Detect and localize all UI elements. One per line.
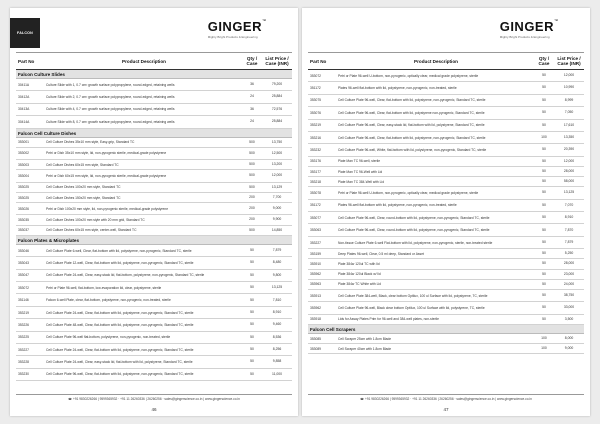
- price-cell: 7,879: [272, 247, 282, 252]
- description-cell: Petri or Plate 96-well, flat-bottom, low-evaporation lid, clear, polystyrene, sterile: [46, 285, 162, 290]
- section-heading: Falcon Plates & Microplates: [16, 236, 292, 245]
- price-cell: 8,910: [272, 309, 282, 314]
- qty-cell: 50: [542, 158, 546, 163]
- table-row: [16, 356, 292, 368]
- section-heading: Falcon Cell Culture Dishes: [16, 129, 292, 138]
- table-row: [308, 224, 584, 236]
- table-row: [308, 107, 584, 119]
- table-row: [308, 187, 584, 199]
- col-description: Product Description: [122, 58, 166, 64]
- qty-cell: 500: [249, 184, 255, 189]
- part-no-cell: 353227: [310, 240, 322, 245]
- table-row: [16, 138, 292, 148]
- description-cell: Deep Plates 96-well, Clear, 0.5 ml deep, Standard or Asset: [338, 251, 424, 256]
- price-cell: 9,900: [272, 217, 282, 222]
- qty-cell: 200: [249, 206, 255, 211]
- part-no-cell: 30413A: [18, 107, 30, 112]
- description-cell: Plate 384w 120ul Black w/ lid: [338, 272, 381, 277]
- table-row: [308, 70, 584, 82]
- table-row: [16, 257, 292, 269]
- price-cell: 13,125: [563, 190, 575, 195]
- col-description: Product Description: [414, 58, 458, 64]
- table-row: [308, 259, 584, 269]
- qty-cell: 500: [249, 139, 255, 144]
- qty-cell: 36: [250, 82, 254, 87]
- qty-cell: 50: [250, 334, 254, 339]
- table-row: [308, 95, 584, 107]
- price-cell: 8,536: [272, 334, 282, 339]
- qty-cell: 100: [541, 335, 547, 340]
- table-row: [16, 215, 292, 225]
- col-part-no: Part No: [310, 58, 327, 64]
- section-heading: Falcon Culture Slides: [16, 70, 292, 79]
- qty-cell: 50: [542, 110, 546, 115]
- part-no-cell: 353002: [18, 151, 30, 156]
- qty-cell: 500: [249, 150, 255, 155]
- qty-cell: 50: [542, 190, 546, 195]
- ginger-logo: [208, 18, 266, 39]
- table-row: [308, 120, 584, 132]
- part-no-cell: 353226: [18, 322, 30, 327]
- logo-tm: ™: [554, 18, 558, 23]
- description-cell: Cell Culture Plate 96-well, Clear, flat-bottom with lid, polystyrene, non-pyrogenic, Standard TC, sterile: [338, 98, 486, 103]
- table-row: [16, 183, 292, 193]
- part-no-cell: 353230: [18, 372, 30, 377]
- price-cell: 7,070: [564, 202, 574, 207]
- part-no-cell: 353026: [18, 206, 30, 211]
- qty-cell: 50: [542, 179, 546, 184]
- price-cell: 25,884: [271, 119, 283, 124]
- price-cell: 79,200: [271, 82, 283, 87]
- price-cell: 7,050: [564, 110, 574, 115]
- description-cell: Plate 384w 120ul TC with lid: [338, 262, 380, 267]
- price-cell: 13,125: [271, 285, 283, 290]
- table-body: [308, 70, 584, 354]
- price-cell: 12,000: [271, 173, 283, 178]
- part-no-cell: 353043: [18, 260, 30, 265]
- price-cell: 20,390: [563, 147, 575, 152]
- logo-word: GINGER: [207, 19, 262, 34]
- description-cell: Cell Culture Plate 96-well, Clear, flat-bottom with lid, polystyrene non-pyrogenic, Standard TC, sterile: [338, 110, 485, 115]
- qty-cell: 50: [250, 285, 254, 290]
- table-row: [308, 334, 584, 344]
- logo-tagline: Mighty Bright Products & Engineering: [499, 35, 550, 39]
- qty-cell: 50: [250, 297, 254, 302]
- ginger-logo: [500, 18, 558, 39]
- part-no-cell: 351146: [18, 298, 29, 303]
- part-no-cell: 353063: [310, 228, 322, 233]
- part-no-cell: 353232: [310, 148, 322, 153]
- part-no-cell: 353025: [18, 185, 30, 190]
- part-no-cell: 30411A: [18, 82, 30, 87]
- part-no-cell: 353910: [310, 262, 322, 267]
- description-cell: Petri or Dish 100x20 mm style, lid, non-pyrogenic sterile, medical-grade polystyrene: [46, 206, 169, 211]
- table-body: [16, 70, 292, 381]
- table-row: [308, 237, 584, 249]
- part-no-cell: 353077: [310, 215, 322, 220]
- description-cell: Cell Culture Dishes 60x15 mm style, center-well, Standard TC: [46, 228, 137, 233]
- table-row: [16, 193, 292, 203]
- price-cell: 7,879: [564, 239, 574, 244]
- table-row: [308, 302, 584, 314]
- qty-cell: 200: [249, 194, 255, 199]
- description-cell: Cell Culture Dishes 100x20 mm style, Standard TC: [46, 185, 121, 190]
- table-row: [308, 177, 584, 187]
- price-cell: 9,858: [272, 359, 282, 364]
- price-cell: 9,000: [564, 346, 574, 351]
- table-row: [308, 315, 584, 325]
- part-no-cell: 353159: [310, 251, 322, 256]
- catalog-page-left: [10, 8, 298, 416]
- qty-cell: 50: [542, 85, 546, 90]
- qty-cell: 50: [542, 73, 546, 78]
- description-cell: Cell Culture Dishes 60x15 mm style, Standard TC: [46, 162, 119, 167]
- price-cell: 8,910: [564, 215, 574, 220]
- description-cell: Cell Culture Plate 96-well, Clear, flat-bottom with lid, polystyrene, non-pyrogenic, Standard TC, sterile: [46, 372, 194, 377]
- description-cell: Cell Culture Plate 96-well, Clear, easy-stack lid, flat-bottom with lid, polystyrene, Standard TC, sterile: [338, 123, 485, 128]
- price-table-left: [16, 52, 292, 381]
- price-cell: 8,999: [564, 97, 574, 102]
- description-cell: Plate Man TC 96-Well with Lid: [338, 169, 383, 174]
- table-row: [16, 91, 292, 103]
- qty-cell: 50: [542, 97, 546, 102]
- part-no-cell: 353085: [310, 336, 322, 341]
- price-cell: 12,000: [563, 158, 575, 163]
- description-cell: Plate Man TC 96-well, sterile: [338, 159, 381, 164]
- price-cell: 11,000: [271, 371, 283, 376]
- price-cell: 33,000: [563, 305, 575, 310]
- part-no-cell: 353962: [310, 306, 322, 311]
- table-row: [16, 104, 292, 116]
- description-cell: Cell Scraper 40cm with 1.8cm Blade: [338, 346, 392, 351]
- qty-cell: 50: [250, 347, 254, 352]
- description-cell: Cell Culture Dishes 35x10 mm style, Easy-grip, Standard TC: [46, 140, 135, 145]
- description-cell: Plate Man TC 384-Well with Lid: [338, 179, 385, 184]
- part-no-cell: 353225: [18, 335, 30, 340]
- description-cell: Culture Slide with 1, 0.7 cm² growth surface polypropylene, round-edged, retaining wells: [46, 82, 175, 87]
- qty-cell: 50: [542, 147, 546, 152]
- brand-tab: FALCON: [10, 18, 40, 48]
- part-no-cell: 353227: [18, 347, 30, 352]
- description-cell: Cell Culture Plate 96-well, Clear, round-bottom with lid, polystyrene, non-pyrogenic, Standard TC, sterile: [338, 215, 490, 220]
- col-price: List Price / Case (INR): [557, 55, 581, 66]
- table-row: [16, 282, 292, 294]
- description-cell: Cell Culture Plate 24-well, Clear, easy-stack lid, flat-bottom, polystyrene, non-pyrogenic, Standard TC, sterile: [46, 273, 205, 278]
- qty-cell: 200: [249, 217, 255, 222]
- table-row: [308, 290, 584, 302]
- description-cell: Cell Scraper 25cm with 1.8cm Blade: [338, 336, 392, 341]
- part-no-cell: 353962: [310, 272, 322, 277]
- price-cell: 13,200: [271, 162, 283, 167]
- price-cell: 38,750: [563, 293, 575, 298]
- price-cell: 72,576: [271, 106, 283, 111]
- description-cell: Plate 384w TC White with Lid: [338, 282, 382, 287]
- part-no-cell: 353025: [18, 195, 30, 200]
- part-no-cell: 353075: [310, 98, 322, 103]
- description-cell: Petri or Dish 60x15 mm style, lid, non-pyrogenic sterile, medical-grade polystyrene: [46, 174, 167, 179]
- qty-cell: 50: [250, 272, 254, 277]
- price-cell: 3,500: [564, 316, 574, 321]
- part-no-cell: 353089: [310, 346, 322, 351]
- description-cell: Plates 96-well flat-bottom with lid, polystyrene, non-pyrogenic, non-treated, sterile: [338, 86, 457, 91]
- table-row: [308, 344, 584, 354]
- part-no-cell: 351172: [310, 203, 321, 208]
- price-table-right: [308, 52, 584, 354]
- qty-cell: 50: [250, 309, 254, 314]
- price-cell: 8,000: [564, 335, 574, 340]
- qty-cell: 50: [542, 281, 546, 286]
- price-cell: 23,000: [563, 271, 575, 276]
- part-no-cell: 353177: [310, 169, 322, 174]
- qty-cell: 50: [250, 322, 254, 327]
- qty-cell: 50: [542, 261, 546, 266]
- qty-cell: 50: [542, 293, 546, 298]
- qty-cell: 24: [250, 119, 254, 124]
- table-row: [308, 82, 584, 94]
- description-cell: Cell Culture Plate 24-well, Clear, easy-stack lid, flat-bottom with lid, polystyrene, Standard TC, sterile: [46, 360, 193, 365]
- price-cell: 14,850: [271, 227, 283, 232]
- part-no-cell: 353076: [310, 110, 322, 115]
- part-no-cell: 353001: [18, 140, 30, 145]
- qty-cell: 50: [250, 247, 254, 252]
- table-row: [308, 167, 584, 177]
- table-row: [16, 270, 292, 282]
- table-row: [16, 369, 292, 381]
- part-no-cell: 353219: [18, 310, 30, 315]
- qty-cell: 100: [541, 346, 547, 351]
- page-footer: ☎ +91 9830226266 | 9599365932 · +91 11 26260336 | 26260256 · sales@gingerscience.co.in | www.gingerscience.co.in: [308, 394, 584, 402]
- description-cell: Cell Culture Plate 12-well, Clear, flat-bottom with lid, polystyrene, non-pyrogenic, Standard TC, sterile: [46, 260, 194, 265]
- table-row: [308, 144, 584, 156]
- part-no-cell: 353963: [310, 282, 322, 287]
- page-number: 46: [151, 407, 157, 412]
- table-row: [16, 226, 292, 236]
- qty-cell: 500: [249, 227, 255, 232]
- part-no-cell: 353072: [310, 73, 322, 78]
- col-price: List Price / Case (INR): [265, 55, 289, 66]
- description-cell: Falcon 6-well Plate, clear, flat-bottom, polystyrene, non-pyrogenic, non-treated, sterile: [46, 298, 171, 303]
- table-row: [308, 132, 584, 144]
- part-no-cell: 353003: [18, 162, 30, 167]
- part-no-cell: 353219: [310, 123, 322, 128]
- description-cell: Culture Slide with 8, 0.7 cm² growth surface polypropylene, round-edged, retaining wells: [46, 119, 175, 124]
- logo-tagline: Mighty Bright Products & Engineering: [207, 35, 258, 39]
- price-cell: 9,000: [272, 206, 282, 211]
- qty-cell: 50: [250, 371, 254, 376]
- table-row: [308, 270, 584, 280]
- catalog-page-right: [302, 8, 590, 416]
- price-cell: 9,800: [272, 272, 282, 277]
- description-cell: Culture Slide with 4, 0.7 cm² growth surface polypropylene, round-edged, retaining wells: [46, 107, 175, 112]
- part-no-cell: 353913: [310, 293, 322, 298]
- price-cell: 10,990: [563, 85, 575, 90]
- page-footer: ☎ +91 9830226266 | 9599365932 · +91 11 26260336 | 26260256 · sales@gingerscience.co.in | www.gingerscience.co.in: [16, 394, 292, 402]
- price-cell: 8,256: [272, 347, 282, 352]
- description-cell: Plates 96-well flat-bottom with lid, polystyrene, non-pyrogenic, non-treated, sterile: [338, 203, 457, 208]
- price-cell: 13,750: [271, 139, 283, 144]
- table-row: [16, 160, 292, 170]
- col-qty: Qty / Case: [246, 55, 258, 66]
- logo-word: GINGER: [499, 19, 554, 34]
- section-heading: Falcon Cell Scrapers: [308, 325, 584, 334]
- qty-cell: 500: [249, 173, 255, 178]
- description-cell: Cell Culture Plate 24-well, Clear, flat-bottom with lid, polystyrene, non-pyrogenic, Standard TC, sterile: [46, 347, 194, 352]
- qty-cell: 100: [541, 135, 547, 140]
- price-cell: 28,000: [563, 261, 575, 266]
- price-cell: 7,810: [272, 297, 282, 302]
- qty-cell: 36: [250, 106, 254, 111]
- qty-cell: 500: [249, 162, 255, 167]
- qty-cell: 50: [542, 227, 546, 232]
- part-no-cell: 353918: [310, 317, 322, 322]
- table-row: [16, 79, 292, 91]
- price-cell: 13,350: [563, 135, 575, 140]
- table-row: [16, 148, 292, 160]
- price-cell: 9,460: [272, 322, 282, 327]
- table-header: [16, 53, 292, 70]
- description-cell: Petri or Plate 96-well U-bottom, non-pyrogenic, optically clear, medical grade polystyrene, sterile: [338, 190, 479, 195]
- table-row: [308, 280, 584, 290]
- qty-cell: 50: [250, 260, 254, 265]
- table-header: [308, 53, 584, 70]
- description-cell: Cell Culture Plate 96-well, Clear, flat-bottom with lid, polystyrene, non-pyrogenic, Standard TC, sterile: [338, 135, 486, 140]
- qty-cell: 50: [542, 202, 546, 207]
- part-no-cell: 353078: [310, 190, 322, 195]
- description-cell: Petri or Plate 96-well U-bottom, non-pyrogenic, optically clear, medical grade polystyrene, sterile: [338, 73, 479, 78]
- description-cell: Cell Culture Dishes 150x20 mm style, Standard TC: [46, 195, 121, 200]
- part-no-cell: 353228: [18, 360, 30, 365]
- part-no-cell: 353004: [18, 174, 30, 179]
- qty-cell: 50: [250, 359, 254, 364]
- description-cell: Cell Culture Plate 96-well flat-bottom, polystyrene, non-pyrogenic, non-treated, sterile: [46, 335, 171, 340]
- part-no-cell: 30414A: [18, 119, 30, 124]
- col-qty: Qty / Case: [538, 55, 550, 66]
- table-row: [308, 249, 584, 259]
- price-cell: 17,610: [563, 122, 575, 127]
- table-row: [16, 332, 292, 344]
- price-cell: 25,884: [271, 94, 283, 99]
- price-cell: 5,250: [564, 251, 574, 256]
- qty-cell: 50: [542, 316, 546, 321]
- price-cell: 7,870: [564, 227, 574, 232]
- part-no-cell: 353176: [310, 159, 322, 164]
- part-no-cell: 351172: [310, 86, 321, 91]
- description-cell: Cell Culture Plate 96-well, Black clear bottom Optilux, 100 ul Surface with lid, polystyrene, TC, sterile: [338, 306, 485, 311]
- qty-cell: 50: [542, 251, 546, 256]
- description-cell: Cell Culture Plate 96-well, Clear, round-bottom with lid, polystyrene, non-pyrogenic, Standard TC, sterile: [338, 228, 490, 233]
- qty-cell: 24: [250, 94, 254, 99]
- price-cell: 8,480: [272, 260, 282, 265]
- qty-cell: 50: [542, 305, 546, 310]
- price-cell: 58,000: [563, 179, 575, 184]
- price-cell: 28,000: [563, 168, 575, 173]
- qty-cell: 50: [542, 239, 546, 244]
- qty-cell: 50: [542, 168, 546, 173]
- description-cell: Cell Culture Plate 96-well, White, flat-bottom with lid, polystyrene, non-pyrogenic, Standard TC, sterile: [338, 148, 487, 153]
- table-row: [16, 116, 292, 128]
- table-row: [308, 212, 584, 224]
- table-row: [16, 307, 292, 319]
- part-no-cell: 353035: [18, 218, 30, 223]
- part-no-cell: 353037: [18, 228, 30, 233]
- description-cell: Cell Culture Plate 24-well, Clear, flat-bottom with lid, polystyrene, non-pyrogenic, Standard TC, sterile: [46, 310, 194, 315]
- part-no-cell: 353218: [310, 179, 322, 184]
- description-cell: Cell Culture Plate 6-well, Clear, flat-bottom with lid, polystyrene, non-pyrogenic, Standard TC, sterile: [46, 248, 192, 253]
- description-cell: Cell Culture Dishes 100x20 mm style with 20 mm grid, Standard TC: [46, 218, 145, 223]
- description-cell: Lids for Assay Plates Prim for 96-well and 384-well plates, non-sterile: [338, 317, 439, 322]
- qty-cell: 50: [542, 122, 546, 127]
- price-cell: 12,500: [271, 150, 283, 155]
- table-row: [16, 294, 292, 306]
- part-no-cell: 353046: [18, 248, 30, 253]
- col-part-no: Part No: [18, 58, 35, 64]
- description-cell: Cell Culture Plate 48-well, Clear, flat-bottom with lid, polystyrene, non-pyrogenic, Standard TC, sterile: [46, 322, 194, 327]
- description-cell: Non-tissue Culture Plate 6-well Flat-bottom with lid, polystyrene, non-pyrogenic, sterile, non-treated sterile: [338, 240, 493, 245]
- price-cell: 12,000: [563, 73, 575, 78]
- qty-cell: 50: [542, 215, 546, 220]
- table-row: [16, 344, 292, 356]
- table-row: [16, 245, 292, 257]
- part-no-cell: 30412A: [18, 95, 30, 100]
- table-row: [308, 200, 584, 212]
- price-cell: 7,700: [272, 194, 282, 199]
- qty-cell: 50: [542, 271, 546, 276]
- logo-tm: ™: [262, 18, 266, 23]
- table-row: [308, 157, 584, 167]
- part-no-cell: 353216: [310, 135, 322, 140]
- table-row: [16, 203, 292, 215]
- page-number: 47: [443, 407, 449, 412]
- part-no-cell: 353072: [18, 285, 30, 290]
- description-cell: Cell Culture Plate 384-well, Black, clear bottom Optilux, 100 ul Surface with lid, polystyrene, TC, sterile: [338, 293, 488, 298]
- description-cell: Culture Slide with 2, 0.7 cm² growth surface polypropylene, round-edged, retaining wells: [46, 95, 175, 100]
- price-cell: 13,129: [271, 184, 283, 189]
- price-cell: 24,000: [563, 281, 575, 286]
- table-row: [16, 319, 292, 331]
- table-row: [16, 170, 292, 182]
- part-no-cell: 353047: [18, 273, 30, 278]
- description-cell: Petri or Dish 35x10 mm style, lid, non-pyrogenic sterile, medical-grade polystyrene: [46, 151, 167, 156]
